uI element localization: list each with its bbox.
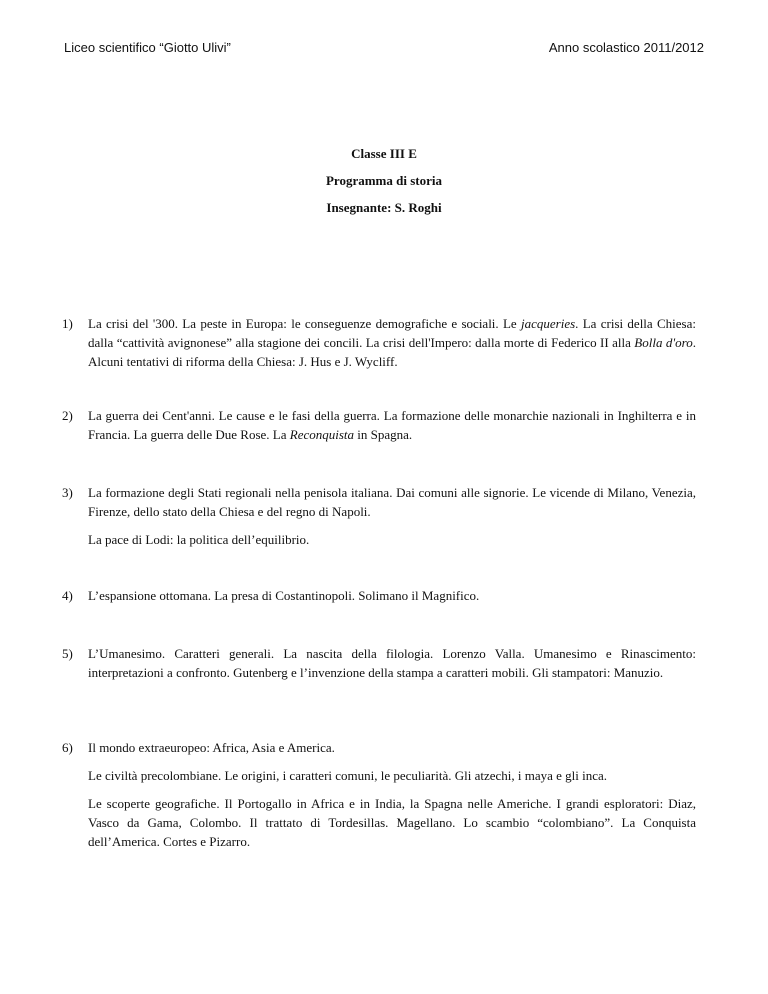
school-name: Liceo scientifico “Giotto Ulivi” bbox=[64, 40, 231, 55]
text-run: La crisi del '300. La peste in Europa: le conseguenze demografiche e sociali. Le bbox=[88, 316, 521, 331]
page-header bbox=[64, 40, 704, 60]
list-item bbox=[62, 738, 696, 851]
italic-term: Reconquista bbox=[289, 427, 355, 442]
item-paragraph: L’espansione ottomana. La presa di Costantinopoli. Solimano il Magnifico. bbox=[88, 588, 480, 603]
item-paragraph bbox=[88, 406, 696, 444]
item-number: 2) bbox=[62, 408, 73, 423]
item-number: 1) bbox=[62, 316, 73, 331]
item-number: 5) bbox=[62, 646, 73, 661]
text-run: . Alcuni tentativi di riforma della Chiesa: J. Hus e J. Wycliff. bbox=[88, 335, 696, 369]
text-run: . La crisi della Chiesa: dalla “cattività avignonese” alla stagione dei concili. La crisi dell'Impero: dalla morte di Federico II alla bbox=[88, 316, 696, 350]
class-title: Classe III E bbox=[351, 146, 417, 161]
list-item bbox=[62, 314, 696, 371]
text-run: in Spagna. bbox=[354, 427, 413, 442]
item-paragraph: Le civiltà precolombiane. Le origini, i caratteri comuni, le peculiarità. Gli atzechi, i maya e gli inca. bbox=[88, 768, 608, 783]
item-paragraph: Le scoperte geografiche. Il Portogallo in Africa e in India, la Spagna nelle Americhe. I grandi esploratori: Diaz, Vasco da Gama, Colombo. Il trattato di Tordesillas. Magellano. Lo scambio “colombiano”. La Conquista dell’America. Cortes e Pizarro. bbox=[88, 796, 696, 849]
item-paragraph: Il mondo extraeuropeo: Africa, Asia e America. bbox=[88, 740, 335, 755]
document-titles bbox=[0, 146, 768, 227]
list-item bbox=[62, 406, 696, 444]
item-number: 6) bbox=[62, 740, 73, 755]
item-paragraph: La formazione degli Stati regionali nella penisola italiana. Dai comuni alle signorie. Le vicende di Milano, Venezia, Firenze, dello stato della Chiesa e del regno di Napoli. bbox=[88, 485, 696, 519]
teacher-title: Insegnante: S. Roghi bbox=[326, 200, 442, 215]
item-paragraph: L’Umanesimo. Caratteri generali. La nascita della filologia. Lorenzo Valla. Umanesimo e Rinascimento: interpretazioni a confronto. Gutenberg e l’invenzione della stampa a caratteri mobili. Gli stampatori: Manuzio. bbox=[88, 646, 696, 680]
item-number: 3) bbox=[62, 485, 73, 500]
item-paragraph: La pace di Lodi: la politica dell’equilibrio. bbox=[88, 532, 310, 547]
list-item bbox=[62, 644, 696, 682]
text-run: La guerra dei Cent'anni. Le cause e le fasi della guerra. La formazione delle monarchie nazionali in Inghilterra e in Francia. La guerra delle Due Rose. La bbox=[88, 408, 696, 442]
italic-term: jacqueries bbox=[521, 316, 576, 331]
list-item bbox=[62, 586, 696, 605]
school-year: Anno scolastico 2011/2012 bbox=[548, 40, 704, 55]
item-paragraph bbox=[88, 314, 696, 371]
list-item bbox=[62, 483, 696, 549]
italic-term: Bolla d'oro bbox=[634, 335, 693, 350]
item-number: 4) bbox=[62, 588, 73, 603]
program-title: Programma di storia bbox=[325, 173, 443, 188]
